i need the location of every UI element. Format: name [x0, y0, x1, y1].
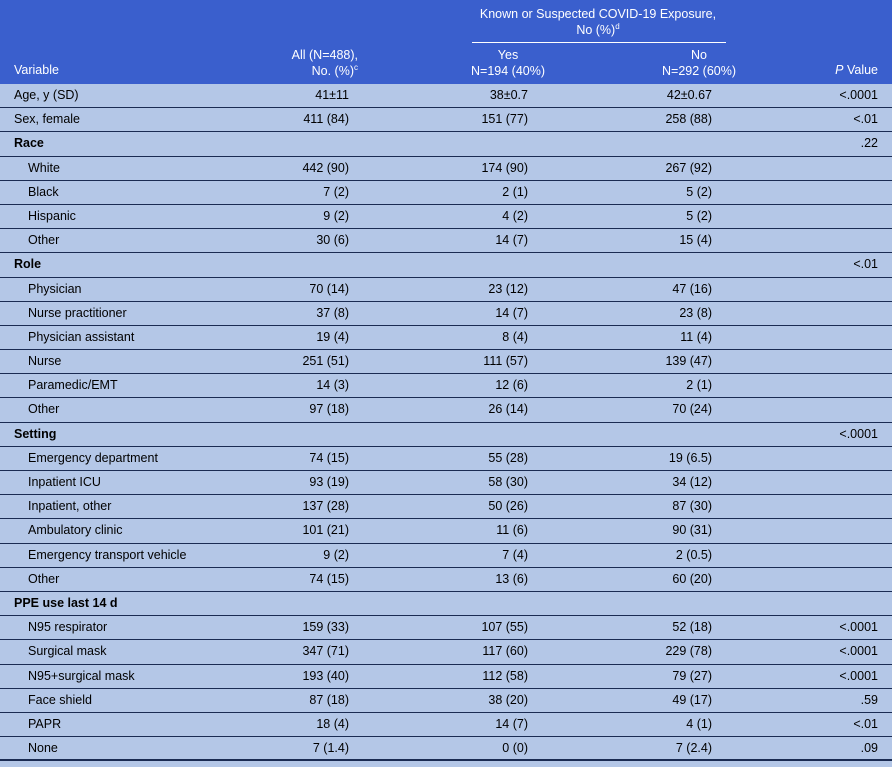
cell-no: 42±0.67	[666, 88, 712, 102]
cell-no: 11 (4)	[680, 329, 712, 344]
cell-yes: 58 (30)	[488, 475, 528, 489]
row-label: Age, y (SD)	[14, 88, 79, 102]
column-header-no	[644, 47, 754, 79]
table-row	[0, 205, 892, 229]
row-label: Other	[28, 402, 60, 417]
cell-all: 7 (2)	[323, 184, 349, 199]
table-row	[0, 737, 892, 761]
table-row	[0, 447, 892, 471]
table-row	[0, 278, 892, 302]
cell-yes: 38±0.7	[489, 88, 528, 102]
cell-all: 74 (15)	[309, 450, 349, 465]
row-label: Hispanic	[28, 208, 76, 223]
exposure-group-title	[470, 6, 726, 38]
cell-yes: 111 (57)	[483, 354, 528, 369]
cell-all: 70 (14)	[309, 281, 349, 296]
cell-yes: 23 (12)	[488, 281, 528, 296]
column-header-yes	[460, 47, 556, 79]
table-header	[0, 0, 892, 84]
cell-yes: 11 (6)	[496, 523, 528, 538]
cell-all: 93 (19)	[309, 475, 349, 489]
cell-no: 2 (0.5)	[675, 547, 712, 562]
table-row	[0, 302, 892, 326]
row-label: Race	[14, 136, 44, 151]
cell-p-value: .09	[860, 741, 878, 756]
cell-p-value: .59	[860, 692, 878, 707]
cell-p-value: <.0001	[839, 668, 878, 683]
cell-yes: 13 (6)	[495, 571, 528, 586]
row-label: Inpatient, other	[28, 499, 112, 514]
cell-yes: 14 (7)	[495, 305, 528, 320]
cell-yes: 12 (6)	[495, 378, 528, 393]
cell-all: 193 (40)	[302, 668, 349, 683]
cell-yes: 26 (14)	[488, 402, 528, 417]
row-label: Inpatient ICU	[28, 475, 101, 489]
row-label: None	[28, 741, 58, 756]
p-rest: Value	[843, 63, 878, 77]
cell-all: 251 (51)	[302, 354, 349, 369]
row-label: Surgical mask	[28, 644, 107, 659]
no-header-line2: N=292 (60%)	[662, 64, 736, 78]
cell-all: 9 (2)	[323, 208, 349, 223]
row-label: Physician	[28, 281, 82, 296]
group-divider	[472, 42, 726, 43]
cell-no: 70 (24)	[672, 402, 712, 417]
cell-yes: 2 (1)	[502, 184, 528, 199]
table-row	[0, 157, 892, 181]
cell-all: 159 (33)	[302, 620, 349, 635]
cell-no: 23 (8)	[679, 305, 712, 320]
yes-header-line2: N=194 (40%)	[471, 64, 545, 78]
cell-all: 37 (8)	[316, 305, 349, 320]
all-header-line1: All (N=488),	[291, 48, 358, 62]
row-label: Other	[28, 571, 60, 586]
cell-all: 97 (18)	[309, 402, 349, 417]
cell-p-value: <.01	[853, 112, 878, 127]
row-label: Sex, female	[14, 112, 81, 127]
cell-no: 267 (92)	[665, 160, 712, 175]
row-label: N95+surgical mask	[28, 668, 135, 683]
table-row	[0, 616, 892, 640]
cell-p-value: <.01	[853, 716, 878, 731]
cell-all: 30 (6)	[316, 233, 349, 248]
cell-yes: 55 (28)	[488, 450, 528, 465]
cell-p-value: <.0001	[839, 620, 878, 635]
row-label: Nurse practitioner	[28, 305, 127, 320]
cell-all: 18 (4)	[316, 716, 349, 731]
cell-yes: 7 (4)	[502, 547, 528, 562]
row-label: Emergency department	[28, 450, 158, 465]
row-label: N95 respirator	[28, 620, 108, 635]
table-row	[0, 665, 892, 689]
table-body	[0, 84, 892, 761]
cell-yes: 14 (7)	[495, 233, 528, 248]
row-label: Physician assistant	[28, 329, 135, 344]
cell-p-value: .22	[860, 136, 878, 151]
table-row	[0, 471, 892, 495]
no-header-line1: No	[691, 48, 707, 62]
cell-yes: 151 (77)	[481, 112, 528, 127]
all-header-line2: No. (%)	[311, 64, 354, 78]
cell-all: 101 (21)	[302, 523, 349, 538]
cell-no: 60 (20)	[672, 571, 712, 586]
cell-yes: 8 (4)	[502, 329, 528, 344]
table-row	[0, 84, 892, 108]
row-label: White	[28, 160, 60, 175]
row-label: Black	[28, 184, 59, 199]
table-row	[0, 229, 892, 253]
table-row	[0, 374, 892, 398]
cell-p-value: <.0001	[839, 88, 878, 102]
cell-yes: 38 (20)	[488, 692, 528, 707]
cell-all: 74 (15)	[309, 571, 349, 586]
cell-all: 9 (2)	[323, 547, 349, 562]
cell-yes: 174 (90)	[481, 160, 528, 175]
cell-all: 442 (90)	[302, 160, 349, 175]
cell-no: 5 (2)	[686, 208, 712, 223]
cell-yes: 4 (2)	[502, 208, 528, 223]
row-label: Emergency transport vehicle	[28, 547, 187, 562]
cell-p-value: <.0001	[839, 644, 878, 659]
cell-all: 14 (3)	[316, 378, 349, 393]
cell-all: 137 (28)	[302, 499, 349, 514]
cell-no: 34 (12)	[672, 475, 712, 489]
p-italic: P	[835, 63, 844, 77]
row-label: Paramedic/EMT	[28, 378, 118, 393]
cell-p-value: <.01	[853, 257, 878, 272]
row-label: Other	[28, 233, 60, 248]
table-row	[0, 713, 892, 737]
row-label: Face shield	[28, 692, 92, 707]
cell-p-value: <.0001	[839, 426, 878, 441]
table-row	[0, 640, 892, 664]
table-row	[0, 568, 892, 592]
cell-no: 139 (47)	[665, 354, 712, 369]
cell-yes: 14 (7)	[495, 716, 528, 731]
cell-yes: 112 (58)	[482, 668, 528, 683]
cell-yes: 0 (0)	[502, 741, 528, 756]
cell-no: 229 (78)	[665, 644, 712, 659]
table-row	[0, 592, 892, 616]
cell-all: 19 (4)	[316, 329, 349, 344]
cell-all: 347 (71)	[302, 644, 349, 659]
table-row	[0, 519, 892, 543]
table-row	[0, 253, 892, 277]
table-row	[0, 108, 892, 132]
table-row	[0, 544, 892, 568]
all-header-footnote: c	[354, 62, 358, 72]
row-label: PAPR	[28, 716, 62, 731]
cell-no: 79 (27)	[672, 668, 712, 683]
cell-no: 52 (18)	[672, 620, 712, 635]
table-row	[0, 689, 892, 713]
row-label: Ambulatory clinic	[28, 523, 123, 538]
table-row	[0, 181, 892, 205]
row-label: Role	[14, 257, 42, 272]
column-header-p-value	[835, 63, 878, 77]
row-label: Nurse	[28, 354, 62, 369]
cell-no: 5 (2)	[686, 184, 712, 199]
row-label: PPE use last 14 d	[14, 595, 118, 610]
cell-all: 411 (84)	[303, 112, 349, 127]
column-header-all	[292, 47, 358, 79]
table-row	[0, 398, 892, 422]
cell-no: 49 (17)	[672, 692, 712, 707]
table-row	[0, 326, 892, 350]
cell-all: 87 (18)	[309, 692, 349, 707]
cell-no: 19 (6.5)	[668, 450, 712, 465]
cell-no: 90 (31)	[672, 523, 712, 538]
cell-no: 2 (1)	[686, 378, 712, 393]
cell-all: 41±11	[315, 88, 349, 102]
table-row	[0, 495, 892, 519]
group-title-footnote: d	[615, 21, 620, 31]
cell-no: 47 (16)	[672, 281, 712, 296]
cell-no: 4 (1)	[686, 716, 712, 731]
table-row	[0, 350, 892, 374]
group-title-line1: Known or Suspected COVID-19 Exposure,	[479, 7, 717, 21]
cell-no: 87 (30)	[672, 499, 712, 514]
table-row	[0, 423, 892, 447]
yes-header-line1: Yes	[497, 48, 519, 62]
row-label: Setting	[14, 426, 57, 441]
cell-yes: 50 (26)	[488, 499, 528, 514]
cell-no: 7 (2.4)	[675, 741, 712, 756]
cell-yes: 117 (60)	[482, 644, 528, 659]
cell-no: 258 (88)	[665, 112, 712, 127]
table-row	[0, 132, 892, 156]
cell-all: 7 (1.4)	[312, 741, 349, 756]
column-header-variable: Variable	[14, 63, 59, 77]
cell-no: 15 (4)	[679, 233, 712, 248]
group-title-line2: No (%)	[576, 23, 616, 37]
cell-yes: 107 (55)	[481, 620, 528, 635]
